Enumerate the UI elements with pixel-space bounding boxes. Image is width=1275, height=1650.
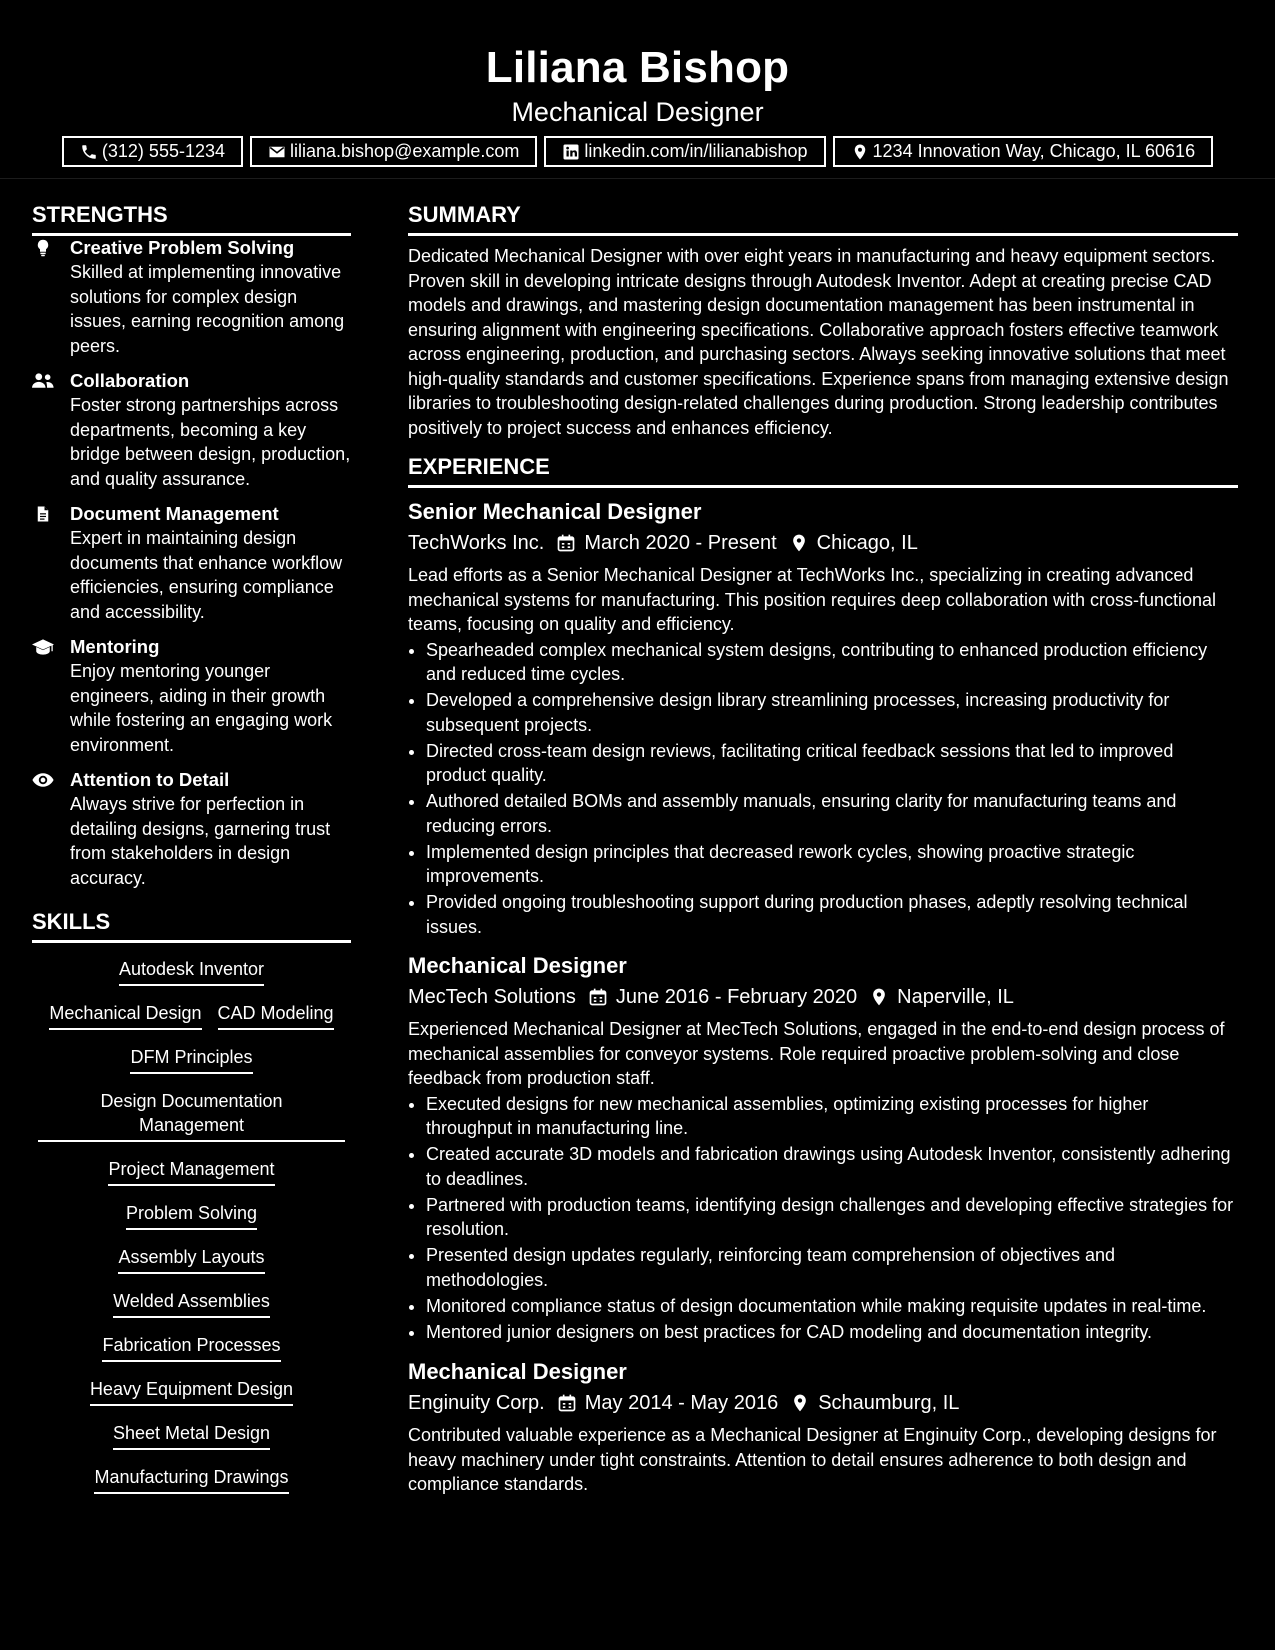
eye-icon: [32, 771, 54, 789]
candidate-title: Mechanical Designer: [511, 97, 764, 127]
job-bullet: • Developed a comprehensive design library streamlining processes, increasing productivity for subsequent projects.: [426, 688, 1238, 737]
contact-address[interactable]: [833, 136, 1214, 167]
job-bullet: • Implemented design principles that decreased rework cycles, showing proactive strategic improvements.: [426, 840, 1238, 889]
skill-tag: DFM Principles: [130, 1045, 252, 1074]
job-bullet: • Spearheaded complex mechanical system designs, contributing to enhanced production efficiency and reduced time cycles.: [426, 638, 1238, 687]
address-text: 1234 Innovation Way, Chicago, IL 60616: [872, 141, 1196, 161]
users-icon: [32, 372, 54, 390]
strength-name: Mentoring: [70, 636, 160, 657]
contact-bar: [0, 136, 1275, 167]
phone-icon: [80, 143, 98, 161]
skill-tag: CAD Modeling: [218, 1001, 334, 1030]
job-entry: [408, 498, 1238, 939]
calendar-icon: [556, 533, 576, 553]
contact-email[interactable]: [250, 136, 537, 167]
job-bullet: • Executed designs for new mechanical assemblies, optimizing existing processes for higher throughput in manufacturing line.: [426, 1092, 1238, 1141]
summary-heading: SUMMARY: [408, 202, 1238, 236]
strength-desc: Skilled at implementing innovative solutions for complex design issues, earning recognition among peers.: [70, 262, 345, 356]
job-title: Mechanical Designer: [408, 953, 627, 978]
map-pin-icon: [790, 1393, 810, 1413]
job-bullet: • Directed cross-team design reviews, facilitating critical feedback sessions that led to improved product quality.: [426, 739, 1238, 788]
job-bullet: • Partnered with production teams, identifying design challenges and developing effective strategies for resolution.: [426, 1193, 1238, 1242]
job-description: Lead efforts as a Senior Mechanical Designer at TechWorks Inc., specializing in creating advanced mechanical systems for manufacturing. This position requires deep collaboration with cross-functional teams, focusing on quality and efficiency.: [408, 565, 1217, 634]
calendar-icon: [588, 987, 608, 1007]
linkedin-icon: [562, 143, 580, 161]
job-dates: June 2016 - February 2020: [615, 986, 858, 1008]
envelope-icon: [268, 143, 286, 161]
job-description: Contributed valuable experience as a Mechanical Designer at Enginuity Corp., developing designs for heavy machinery under tight constraints. Attention to detail ensures adherence to both design and compliance standards.: [408, 1425, 1217, 1494]
map-pin-icon: [851, 143, 869, 161]
calendar-icon: [557, 1393, 577, 1413]
strength-desc: Expert in maintaining design documents that enhance workflow efficiencies, ensuring compliance and accessibility.: [70, 528, 343, 622]
job-company: Enginuity Corp.: [408, 1392, 545, 1414]
map-pin-icon: [869, 987, 889, 1007]
job-bullet: • Presented design updates regularly, reinforcing team comprehension of objectives and methodologies.: [426, 1243, 1238, 1292]
job-meta: [408, 983, 1238, 1011]
skill-tag: Sheet Metal Design: [113, 1421, 270, 1450]
strength-item: [32, 369, 351, 491]
strength-item: [32, 502, 351, 624]
resume-body: [0, 179, 1275, 1509]
strength-item: [32, 236, 351, 358]
skill-tag: Heavy Equipment Design: [90, 1377, 293, 1406]
strength-name: Creative Problem Solving: [70, 237, 295, 258]
lightbulb-icon: [32, 239, 54, 257]
strength-name: Collaboration: [70, 370, 190, 391]
skill-tag: Problem Solving: [126, 1201, 257, 1230]
job-bullet: • Mentored junior designers on best practices for CAD modeling and documentation integrity.: [426, 1320, 1238, 1345]
job-location: Naperville, IL: [897, 986, 1014, 1008]
job-entry: [408, 1358, 1238, 1497]
left-column: [32, 179, 351, 1509]
contact-linkedin[interactable]: [544, 136, 825, 167]
job-bullets: [408, 638, 1238, 940]
job-title: Mechanical Designer: [408, 1359, 627, 1384]
job-entry: [408, 952, 1238, 1344]
skill-tag: Project Management: [108, 1157, 274, 1186]
job-bullet: • Created accurate 3D models and fabrication drawings using Autodesk Inventor, consistently adhering to deadlines.: [426, 1142, 1238, 1191]
resume-header: [0, 0, 1275, 179]
skills-heading: SKILLS: [32, 909, 351, 943]
job-company: TechWorks Inc.: [408, 532, 545, 554]
contact-phone[interactable]: [62, 136, 243, 167]
skill-tag: Welded Assemblies: [113, 1289, 270, 1318]
graduation-cap-icon: [32, 638, 54, 656]
skill-tag: Mechanical Design: [49, 1001, 201, 1030]
strength-item: [32, 768, 351, 890]
linkedin-text: linkedin.com/in/lilianabishop: [584, 141, 808, 161]
job-bullets: [408, 1092, 1238, 1345]
job-meta: [408, 529, 1238, 557]
phone-text: (312) 555-1234: [101, 141, 225, 161]
job-meta: [408, 1389, 1238, 1417]
email-text: liliana.bishop@example.com: [290, 141, 520, 161]
job-bullet: • Authored detailed BOMs and assembly manuals, ensuring clarity for manufacturing teams and reducing errors.: [426, 789, 1238, 838]
strength-desc: Enjoy mentoring younger engineers, aiding in their growth while fostering an engaging work environment.: [70, 661, 333, 755]
job-bullet: • Monitored compliance status of design documentation while making requisite updates in real-time.: [426, 1294, 1238, 1319]
job-location: Chicago, IL: [816, 532, 918, 554]
document-icon: [32, 505, 54, 523]
job-dates: May 2014 - May 2016: [584, 1392, 779, 1414]
skill-tag: Assembly Layouts: [118, 1245, 264, 1274]
strength-desc: Foster strong partnerships across departments, becoming a key bridge between design, production, and quality assurance.: [70, 395, 351, 489]
skill-tag: Fabrication Processes: [102, 1333, 280, 1362]
skill-tag: Autodesk Inventor: [119, 957, 264, 986]
strength-name: Attention to Detail: [70, 769, 230, 790]
job-bullet: • Provided ongoing troubleshooting support during production phases, adeptly resolving technical issues.: [426, 890, 1238, 939]
job-dates: March 2020 - Present: [584, 532, 777, 554]
job-location: Schaumburg, IL: [818, 1392, 960, 1414]
right-column: [408, 179, 1238, 1509]
job-title: Senior Mechanical Designer: [408, 499, 702, 524]
experience-heading: EXPERIENCE: [408, 454, 1238, 488]
strengths-heading: STRENGTHS: [32, 202, 351, 236]
strength-name: Document Management: [70, 503, 279, 524]
strength-desc: Always strive for perfection in detailing designs, garnering trust from stakeholders in design accuracy.: [70, 794, 331, 888]
map-pin-icon: [789, 533, 809, 553]
skills-list: [32, 943, 351, 1509]
job-company: MecTech Solutions: [408, 986, 576, 1008]
job-description: Experienced Mechanical Designer at MecTech Solutions, engaged in the end-to-end design process of mechanical assemblies for conveyor systems. Role required proactive problem-solving and close feedback from production staff.: [408, 1019, 1225, 1088]
strength-item: [32, 635, 351, 757]
skill-tag: Design Documentation Management: [38, 1089, 345, 1142]
summary-text: Dedicated Mechanical Designer with over eight years in manufacturing and heavy equipment sectors. Proven skill in developing intricate designs through Autodesk Inventor. Adept at creating precise CAD models and drawings, and mastering design documentation management has been instrumental in ensuring alignment with engineering specifications. Collaborative approach fosters effective teamwork across engineering, production, and purchasing sectors. Always seeking innovative solutions that meet high-quality standards and customer specifications. Experience spans from managing extensive design libraries to troubleshooting design-related challenges during production. Strong leadership contributes positively to project success and enhances efficiency.: [408, 246, 1229, 438]
skill-tag: Manufacturing Drawings: [94, 1465, 288, 1494]
candidate-name: Liliana Bishop: [485, 43, 790, 92]
